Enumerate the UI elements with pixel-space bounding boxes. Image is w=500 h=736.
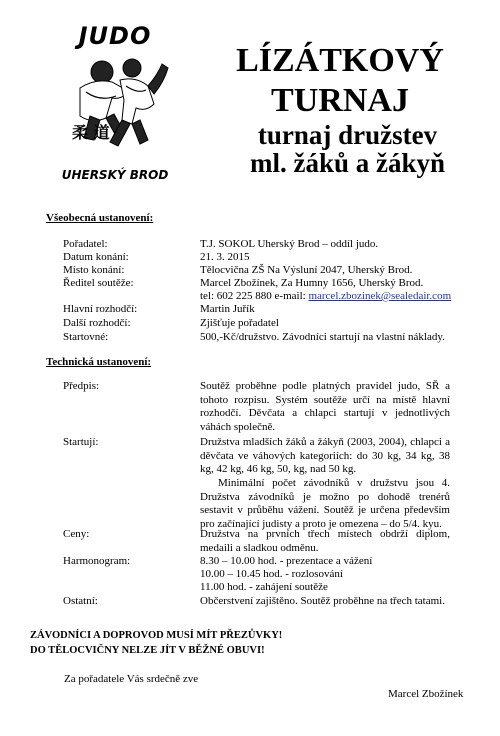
value-competitors: Družstva mladších žáků a žákyň (2003, 2004), chlapci a děvčata ve váhových kategoriích: do 30 kg, 34 kg, 38 kg, 42 kg, 46 kg, 50, kg, nad 50 kg. <box>200 436 450 476</box>
judo-club-logo <box>50 20 180 195</box>
signature: Marcel Zbožínek <box>388 688 464 700</box>
value-head-referee: Martin Juřík <box>200 303 255 315</box>
logo-kanji: 柔 道 <box>72 123 110 142</box>
title-line-1: LÍZÁTKOVÝ <box>236 42 444 79</box>
label-fee: Startovné: <box>63 331 109 343</box>
logo-title: JUDO <box>78 22 152 50</box>
general-heading: Všeobecná ustanovení: <box>46 212 154 224</box>
invitation-text: Za pořadatele Vás srdečně zve <box>64 673 199 685</box>
value-director: Marcel Zbožínek, Za Humny 1656, Uherský Brod. <box>200 277 424 289</box>
value-other-referees: Zjišťuje pořadatel <box>200 317 279 329</box>
label-organizer: Pořadatel: <box>63 238 108 250</box>
label-competitors: Startují: <box>63 436 99 448</box>
value-fee: 500,-Kč/družstvo. Závodníci startují na vlastní náklady. <box>200 331 445 343</box>
email-link[interactable]: marcel.zbozinek@sealedair.com <box>308 290 452 302</box>
schedule-item-3: 11.00 hod. - zahájení soutěže <box>200 581 328 593</box>
value-contact <box>200 290 458 304</box>
technical-heading: Technická ustanovení: <box>46 356 152 368</box>
schedule-item-2: 10.00 – 10.45 hod. - rozlosování <box>200 568 343 580</box>
warning-line-1: ZÁVODNÍCI A DOPROVOD MUSÍ MÍT PŘEZŮVKY! <box>30 630 283 641</box>
value-organizer: T.J. SOKOL Uherský Brod – oddíl judo. <box>200 238 379 250</box>
label-rules: Předpis: <box>63 380 100 392</box>
title-line-2: TURNAJ <box>271 82 409 119</box>
label-other-referees: Další rozhodčí: <box>63 317 131 329</box>
value-venue: Tělocvična ZŠ Na Výsluní 2047, Uherský Brod. <box>200 264 413 276</box>
label-head-referee: Hlavní rozhodčí: <box>63 303 138 315</box>
value-date: 21. 3. 2015 <box>200 251 250 263</box>
value-other: Občerstvení zajištěno. Soutěž proběhne na třech tatami. <box>200 595 445 607</box>
warning-line-2: DO TĚLOCVIČNY NELZE JÍT V BĚŽNÉ OBUVI! <box>30 645 265 656</box>
label-director: Ředitel soutěže: <box>63 277 134 289</box>
label-date: Datum konání: <box>63 251 129 263</box>
subtitle-line-2: ml. žáků a žákyň <box>249 148 446 178</box>
value-prizes: Družstva na prvních třech místech obdrží diplom, medaili a sladkou odměnu. <box>200 528 450 554</box>
value-competitors-note: Minimální počet závodníků v družstvu jsou 4. Družstva závodníků je možno po dohodě trenérů sestavit v průběhu vážení. Soutěž je určena především pro začínající judisty a proto je omezena – do 5/4. kyu. <box>200 477 450 530</box>
schedule-item-1: 8.30 – 10.00 hod. - prezentace a vážení <box>200 555 373 567</box>
contact-phone: tel: 602 225 880 e-mail: <box>200 290 309 302</box>
subtitle-line-1: turnaj družstev <box>257 120 438 150</box>
label-venue: Místo konání: <box>63 264 125 276</box>
label-other: Ostatní: <box>63 595 98 607</box>
label-schedule: Harmonogram: <box>63 555 131 567</box>
label-prizes: Ceny: <box>63 528 90 540</box>
value-rules: Soutěž proběhne podle platných pravidel judo, SŘ a tohoto rozpisu. Systém soutěže určí na místě hlavní rozhodčí. Děvčata a chlapci startují v jednotlivých váhách společně. <box>200 380 450 433</box>
logo-city: UHERSKÝ BROD <box>61 168 169 182</box>
